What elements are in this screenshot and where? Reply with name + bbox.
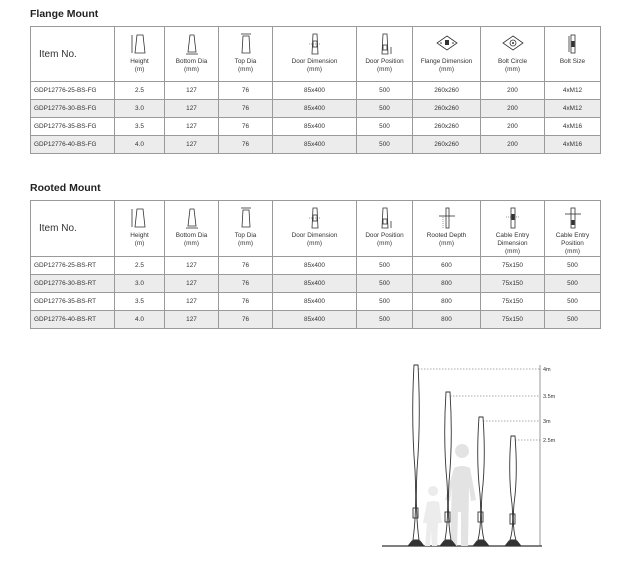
column-header: [219, 27, 273, 82]
table-cell: 500: [357, 136, 413, 154]
table-cell: 500: [357, 293, 413, 311]
table-row: [31, 311, 601, 329]
table-cell: 500: [357, 275, 413, 293]
door-dimension-icon: [303, 32, 327, 56]
table-cell: 3.0: [115, 275, 165, 293]
table-cell: 500: [545, 257, 601, 275]
item-no-cell: GDP12776-30-BS-RT: [31, 275, 115, 293]
item-no-cell: GDP12776-40-BS-FG: [31, 136, 115, 154]
height-label: 3.5m: [543, 394, 556, 400]
table-cell: 2.5: [115, 82, 165, 100]
column-label: Rooted Depth (mm): [426, 232, 467, 247]
column-header: [545, 201, 601, 257]
table-cell: 127: [165, 275, 219, 293]
column-label: Bolt Size: [559, 58, 586, 65]
item-no-cell: GDP12776-25-BS-RT: [31, 257, 115, 275]
table-row: [31, 118, 601, 136]
height-label: 2.5m: [543, 438, 556, 444]
child-silhouette: [423, 486, 442, 546]
table-cell: 75x150: [481, 293, 545, 311]
column-label: Bolt Circle (mm): [497, 58, 528, 73]
table-cell: 500: [357, 100, 413, 118]
bolt-size-icon: [561, 32, 585, 56]
pole-top-dia-icon: [234, 32, 258, 56]
column-header: [273, 201, 357, 257]
table-cell: 76: [219, 82, 273, 100]
table-cell: 4xM12: [545, 82, 601, 100]
table-row: [31, 100, 601, 118]
pole-bottom-dia-icon: [180, 32, 204, 56]
table-cell: 260x260: [413, 118, 481, 136]
column-label: Top Dia (mm): [234, 232, 257, 247]
rooted-depth-icon: [435, 206, 459, 230]
table-cell: 85x400: [273, 293, 357, 311]
table-row: [31, 82, 601, 100]
table-cell: 75x150: [481, 257, 545, 275]
flange-mount-table: [30, 26, 601, 154]
table-cell: 85x400: [273, 136, 357, 154]
table-cell: 200: [481, 136, 545, 154]
pole-3m: [473, 417, 489, 546]
column-header: [481, 27, 545, 82]
table-cell: 500: [545, 275, 601, 293]
table-cell: 800: [413, 311, 481, 329]
table-row: [31, 136, 601, 154]
pole-2-5m: [505, 436, 521, 546]
table-cell: 500: [357, 257, 413, 275]
column-header: [115, 201, 165, 257]
cable-entry-dimension-icon: [501, 206, 525, 230]
column-label: Top Dia (mm): [234, 58, 257, 73]
pole-top-dia-icon: [234, 206, 258, 230]
column-header: [357, 201, 413, 257]
column-label: Cable Entry Position (mm): [555, 232, 590, 255]
column-label: Cable Entry Dimension (mm): [495, 232, 530, 255]
table-cell: 75x150: [481, 311, 545, 329]
column-header: [481, 201, 545, 257]
table-cell: 76: [219, 275, 273, 293]
table-cell: 76: [219, 118, 273, 136]
table-cell: 85x400: [273, 275, 357, 293]
door-position-icon: [373, 32, 397, 56]
column-header: [413, 27, 481, 82]
table-cell: 76: [219, 100, 273, 118]
column-label: Door Dimension (mm): [291, 58, 338, 73]
table-cell: 800: [413, 293, 481, 311]
column-label: Door Dimension (mm): [291, 232, 338, 247]
table-cell: 76: [219, 293, 273, 311]
table-cell: 76: [219, 311, 273, 329]
table-header-row: [31, 27, 601, 82]
flange-dimension-icon: [435, 32, 459, 56]
table-cell: 85x400: [273, 257, 357, 275]
table-cell: 500: [545, 311, 601, 329]
column-header: [165, 201, 219, 257]
table-cell: 500: [357, 82, 413, 100]
table-cell: 4.0: [115, 311, 165, 329]
table-row: [31, 293, 601, 311]
table-cell: 260x260: [413, 100, 481, 118]
column-label: Height (m): [130, 58, 149, 73]
flange-mount-title: Flange Mount: [30, 8, 99, 20]
table-cell: 200: [481, 82, 545, 100]
table-cell: 2.5: [115, 257, 165, 275]
table-cell: 85x400: [273, 118, 357, 136]
table-cell: 85x400: [273, 311, 357, 329]
table-cell: 76: [219, 136, 273, 154]
table-row: [31, 275, 601, 293]
table-cell: 4xM16: [545, 136, 601, 154]
column-header: [413, 201, 481, 257]
table-cell: 260x260: [413, 82, 481, 100]
table-cell: 127: [165, 257, 219, 275]
rooted-mount-table: [30, 200, 601, 329]
item-no-header: Item No.: [31, 27, 115, 82]
pole-bottom-dia-icon: [180, 206, 204, 230]
item-no-cell: GDP12776-35-BS-RT: [31, 293, 115, 311]
column-header: [273, 27, 357, 82]
cable-entry-position-icon: [561, 206, 585, 230]
table-cell: 4xM12: [545, 100, 601, 118]
table-cell: 500: [545, 293, 601, 311]
table-cell: 127: [165, 136, 219, 154]
table-cell: 200: [481, 118, 545, 136]
pole-height-illustration: [370, 360, 590, 555]
table-cell: 200: [481, 100, 545, 118]
table-cell: 76: [219, 257, 273, 275]
table-cell: 127: [165, 293, 219, 311]
pole-height-icon: [128, 206, 152, 230]
item-no-cell: GDP12776-25-BS-FG: [31, 82, 115, 100]
table-cell: 500: [357, 118, 413, 136]
column-header: [357, 27, 413, 82]
table-cell: 800: [413, 275, 481, 293]
table-cell: 4.0: [115, 136, 165, 154]
table-cell: 127: [165, 100, 219, 118]
table-cell: 127: [165, 311, 219, 329]
column-label: Flange Dimension (mm): [420, 58, 473, 73]
bolt-circle-icon: [501, 32, 525, 56]
height-label: 4m: [543, 367, 551, 373]
table-cell: 3.5: [115, 293, 165, 311]
table-cell: 3.5: [115, 118, 165, 136]
pole-height-icon: [128, 32, 152, 56]
table-cell: 260x260: [413, 136, 481, 154]
item-no-cell: GDP12776-30-BS-FG: [31, 100, 115, 118]
column-header: [219, 201, 273, 257]
table-cell: 3.0: [115, 100, 165, 118]
table-cell: 600: [413, 257, 481, 275]
door-dimension-icon: [303, 206, 327, 230]
table-cell: 75x150: [481, 275, 545, 293]
table-cell: 127: [165, 118, 219, 136]
item-no-header: Item No.: [31, 201, 115, 257]
rooted-mount-title: Rooted Mount: [30, 182, 101, 194]
column-label: Door Position (mm): [365, 58, 404, 73]
table-header-row: [31, 201, 601, 257]
table-cell: 500: [357, 311, 413, 329]
column-header: [115, 27, 165, 82]
column-label: Door Position (mm): [365, 232, 404, 247]
item-no-cell: GDP12776-35-BS-FG: [31, 118, 115, 136]
door-position-icon: [373, 206, 397, 230]
table-cell: 85x400: [273, 82, 357, 100]
column-label: Bottom Dia (mm): [175, 232, 208, 247]
column-label: Height (m): [130, 232, 149, 247]
table-row: [31, 257, 601, 275]
pole-4m: [408, 365, 424, 546]
column-header: [165, 27, 219, 82]
height-label: 3m: [543, 419, 551, 425]
item-no-cell: GDP12776-40-BS-RT: [31, 311, 115, 329]
column-label: Bottom Dia (mm): [175, 58, 208, 73]
table-cell: 127: [165, 82, 219, 100]
table-cell: 4xM16: [545, 118, 601, 136]
table-cell: 85x400: [273, 100, 357, 118]
column-header: [545, 27, 601, 82]
